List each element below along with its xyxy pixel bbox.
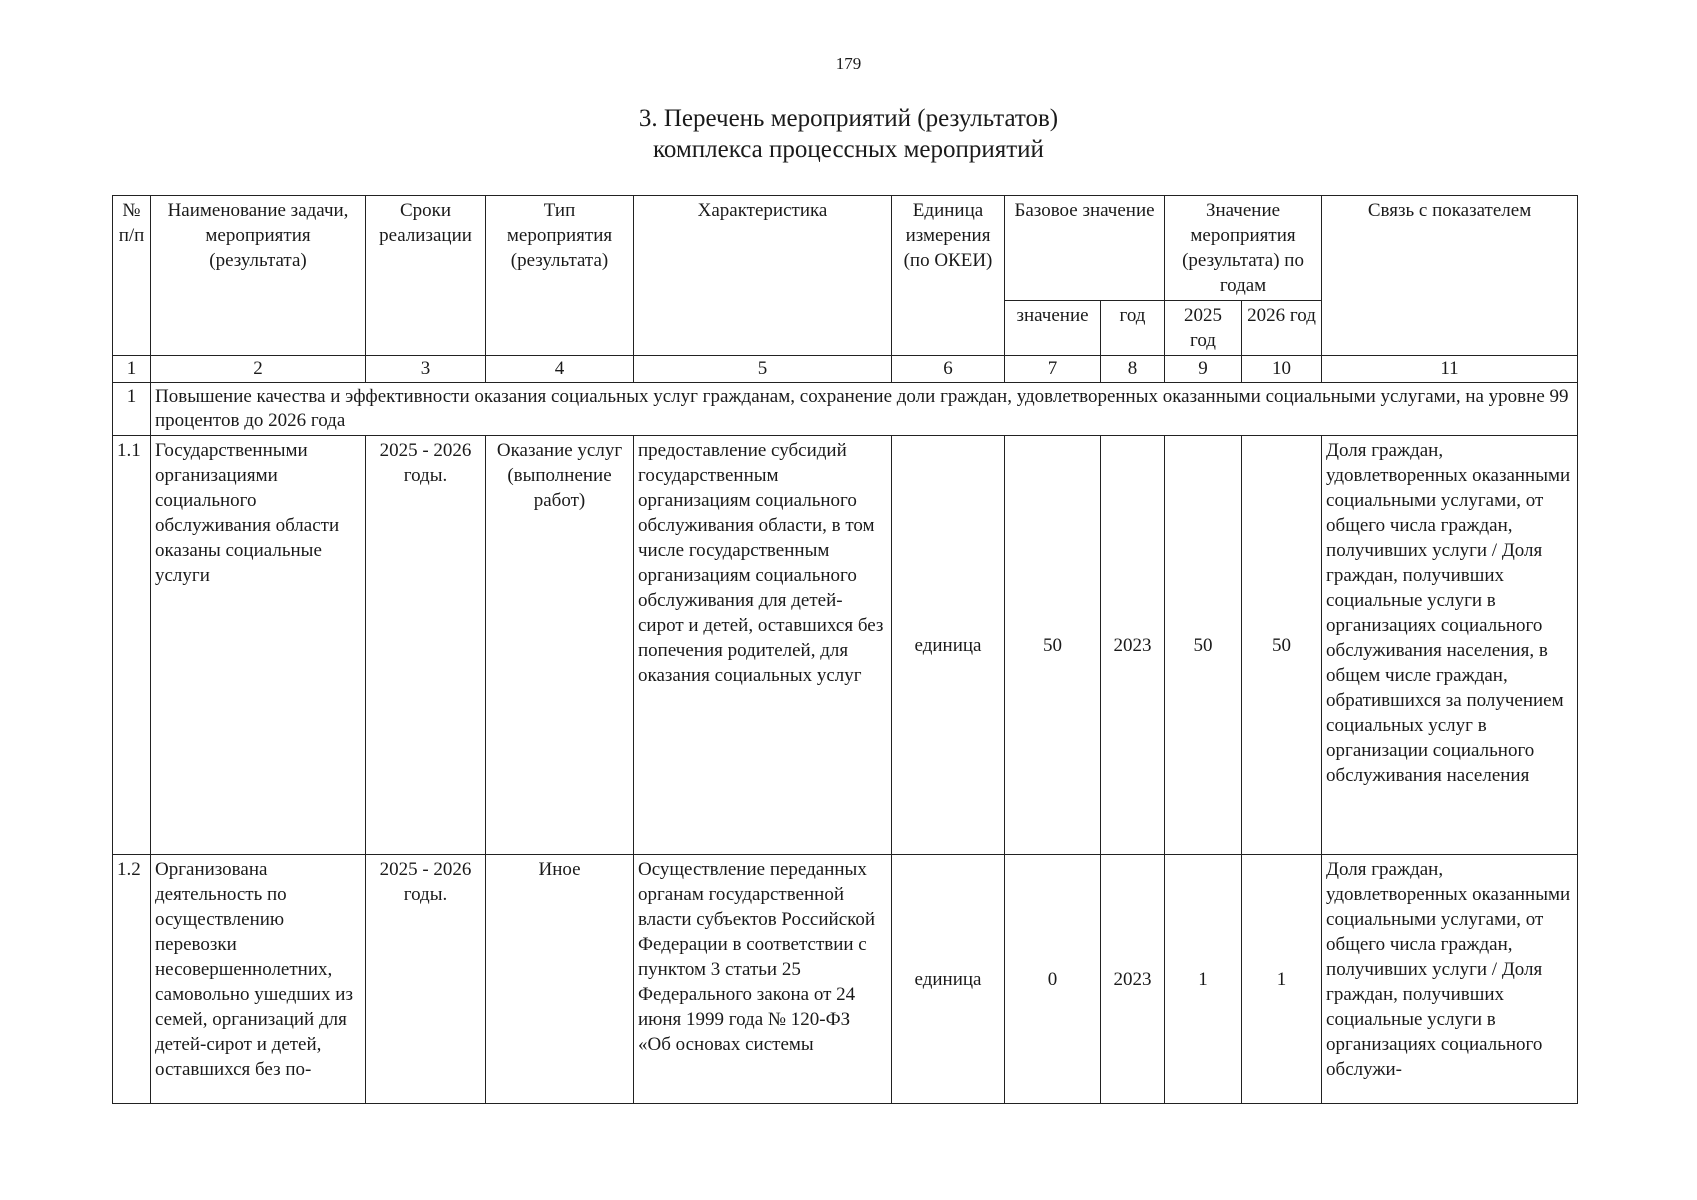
document-title [0,103,1697,165]
row-characteristic: предоставление субсидий государственным организациям социального обслуживания области, в том числе государственным организациям социального обслуживания для детей-сирот и детей, оставшихся без попечения родителей, для оказания социальных услуг [634,436,892,855]
row-terms: 2025 - 2026 годы. [366,436,486,855]
header-terms: Сроки реализации [366,196,486,356]
page-number: 179 [835,54,862,73]
header-type: Тип мероприятия (результата) [486,196,634,356]
column-number: 8 [1101,356,1165,383]
column-number: 10 [1242,356,1322,383]
task-text: Повышение качества и эффективности оказания социальных услуг гражданам, сохранение доли граждан, удовлетворенных оказанными социальными услугами, на уровне 99 процентов до 2026 года [151,383,1578,436]
column-number: 2 [151,356,366,383]
column-number-row [113,356,1578,383]
table-row [113,855,1578,1104]
column-number: 3 [366,356,486,383]
header-base: Базовое значение [1005,196,1165,301]
header-name: Наименование задачи, мероприятия (результата) [151,196,366,356]
row-base-year: 2023 [1101,855,1165,1104]
row-value-2025: 50 [1165,436,1242,855]
row-base-value: 50 [1005,436,1101,855]
document-title-line-1: 3. Перечень мероприятий (результатов) [638,105,1059,132]
header-year-2025: 2025 год [1165,301,1242,356]
document-title-line-2: комплекса процессных мероприятий [653,136,1044,163]
header-base-year: год [1101,301,1165,356]
row-characteristic: Осуществление переданных органам государственной власти субъектов Российской Федерации в соответствии с пунктом 3 статьи 25 Федерального закона от 24 июня 1999 года № 120-ФЗ «Об основах системы [634,855,892,1104]
row-value-2026: 50 [1242,436,1322,855]
column-number: 1 [113,356,151,383]
row-link: Доля граждан, удовлетворенных оказанными социальными услугами, от общего числа граждан, получивших услуги / Доля граждан, получивших социальные услуги в организациях социального обслужи- [1322,855,1578,1104]
row-base-year: 2023 [1101,436,1165,855]
header-link: Связь с показателем [1322,196,1578,356]
row-type: Иное [486,855,634,1104]
column-number: 4 [486,356,634,383]
task-row [113,383,1578,436]
column-number: 6 [892,356,1005,383]
row-terms: 2025 - 2026 годы. [366,855,486,1104]
row-base-value: 0 [1005,855,1101,1104]
column-number: 5 [634,356,892,383]
events-table [112,195,1578,1104]
row-link: Доля граждан, удовлетворенных оказанными социальными услугами, от общего числа граждан, получивших услуги / Доля граждан, получивших социальные услуги в организациях социального обслуживания населения, в общем числе граждан, обратившихся за получением социальных услуг в организации социального обслуживания населения [1322,436,1578,855]
row-value-2026: 1 [1242,855,1322,1104]
row-name: Организована деятельность по осуществлению перевозки несовершеннолетних, самовольно ушедших из семей, организаций для детей-сирот и детей, оставшихся без по- [151,855,366,1104]
column-number: 7 [1005,356,1101,383]
row-unit: единица [892,436,1005,855]
column-number: 11 [1322,356,1578,383]
header-base-value: значение [1005,301,1101,356]
header-unit: Единица измерения (по ОКЕИ) [892,196,1005,356]
row-name: Государственными организациями социального обслуживания области оказаны социальные услуги [151,436,366,855]
row-type: Оказание услуг (выполнение работ) [486,436,634,855]
row-value-2025: 1 [1165,855,1242,1104]
header-num: № п/п [113,196,151,356]
header-value-by-years: Значение мероприятия (результата) по годам [1165,196,1322,301]
header-row-top [113,196,1578,301]
task-number: 1 [113,383,151,436]
table-row [113,436,1578,855]
row-unit: единица [892,855,1005,1104]
header-characteristic: Характеристика [634,196,892,356]
row-number: 1.2 [113,855,151,1104]
header-year-2026: 2026 год [1242,301,1322,356]
column-number: 9 [1165,356,1242,383]
row-number: 1.1 [113,436,151,855]
